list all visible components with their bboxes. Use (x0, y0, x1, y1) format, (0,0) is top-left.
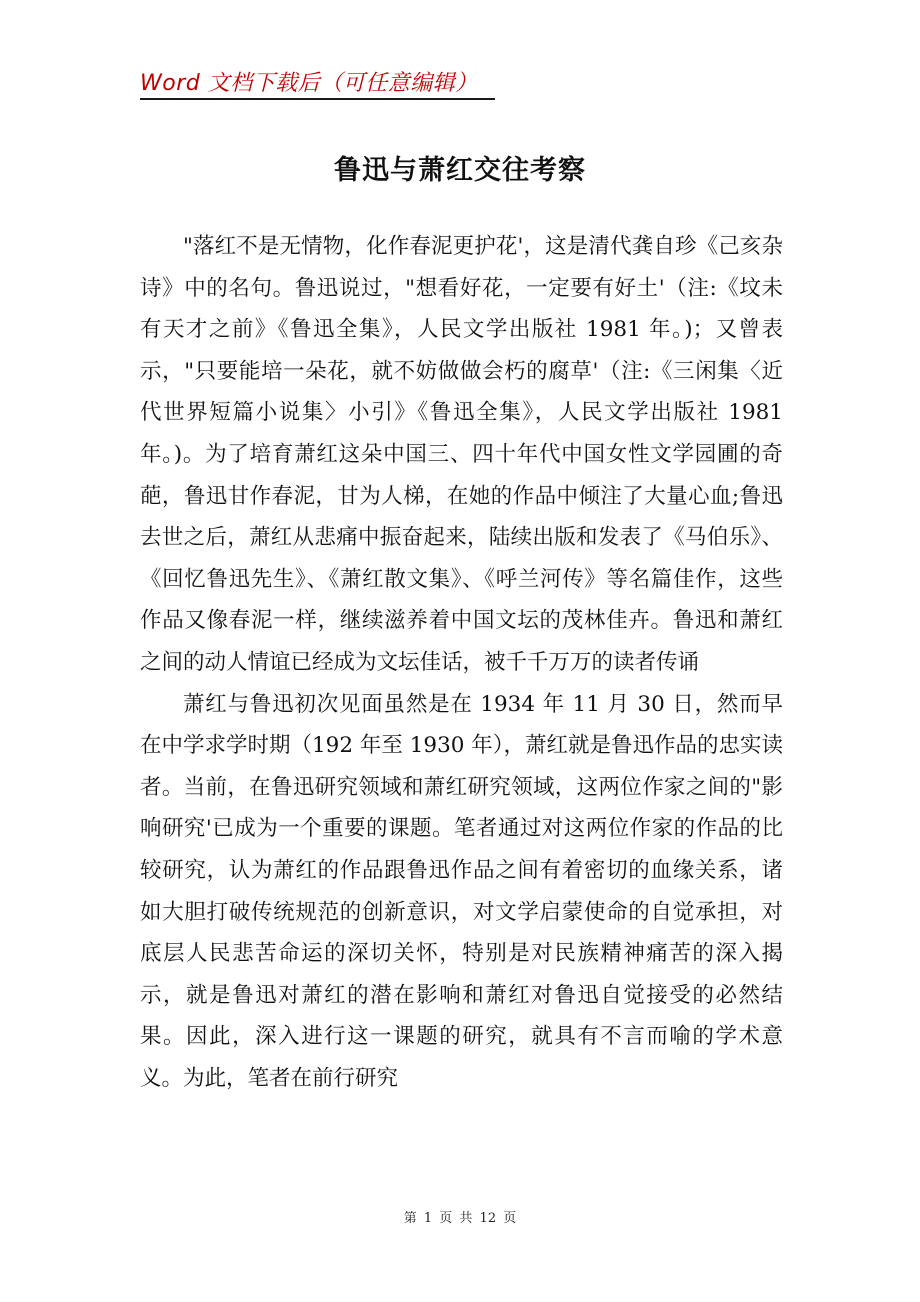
document-header (140, 64, 495, 100)
page-number-footer: 第 1 页 共 12 页 (403, 1211, 517, 1226)
paragraph: "落红不是无情物，化作春泥更护花'，这是清代龚自珍《己亥杂诗》中的名句。鲁迅说过，"想看好花，一定要有好土'（注:《坟未有天才之前》《鲁迅全集》，人民文学出版社 1981 年。)；又曾表示，"只要能培一朵花，就不妨做做会朽的腐草'（注:《三闲集〈近代世界短篇小说集〉小引》《鲁迅全集》，人民文学出版社 1981 年。)。为了培育萧红这朵中国三、四十年代中国女性文学园圃的奇葩，鲁迅甘作春泥，甘为人梯，在她的作品中倾注了大量心血;鲁迅去世之后，萧红从悲痛中振奋起来，陆续出版和发表了《马伯乐》、《回忆鲁迅先生》、《萧红散文集》、《呼兰河传》等名篇佳作，这些作品又像春泥一样，继续滋养着中国文坛的茂林佳卉。鲁迅和萧红之间的动人情谊已经成为文坛佳话，被千千万万的读者传诵 (140, 234, 783, 675)
document-title: 鲁迅与萧红交往考察 (334, 155, 586, 186)
document-body (140, 226, 783, 1099)
header-title: Word 文档下载后（可任意编辑） (140, 71, 478, 96)
paragraph: 萧红与鲁迅初次见面虽然是在 1934 年 11 月 30 日，然而早在中学求学时期（192 年至 1930 年），萧红就是鲁迅作品的忠实读者。当前，在鲁迅研究领域和萧红研究领域，这两位作家之间的"影响研究'已成为一个重要的课题。笔者通过对这两位作家的作品的比较研究，认为萧红的作品跟鲁迅作品之间有着密切的血缘关系，诸如大胆打破传统规范的创新意识，对文学启蒙使命的自觉承担，对底层人民悲苦命运的深切关怀，特别是对民族精神痛苦的深入揭示，就是鲁迅对萧红的潜在影响和萧红对鲁迅自觉接受的必然结果。因此，深入进行这一课题的研究，就具有不言而喻的学术意义。为此，笔者在前行研究 (140, 691, 784, 1091)
